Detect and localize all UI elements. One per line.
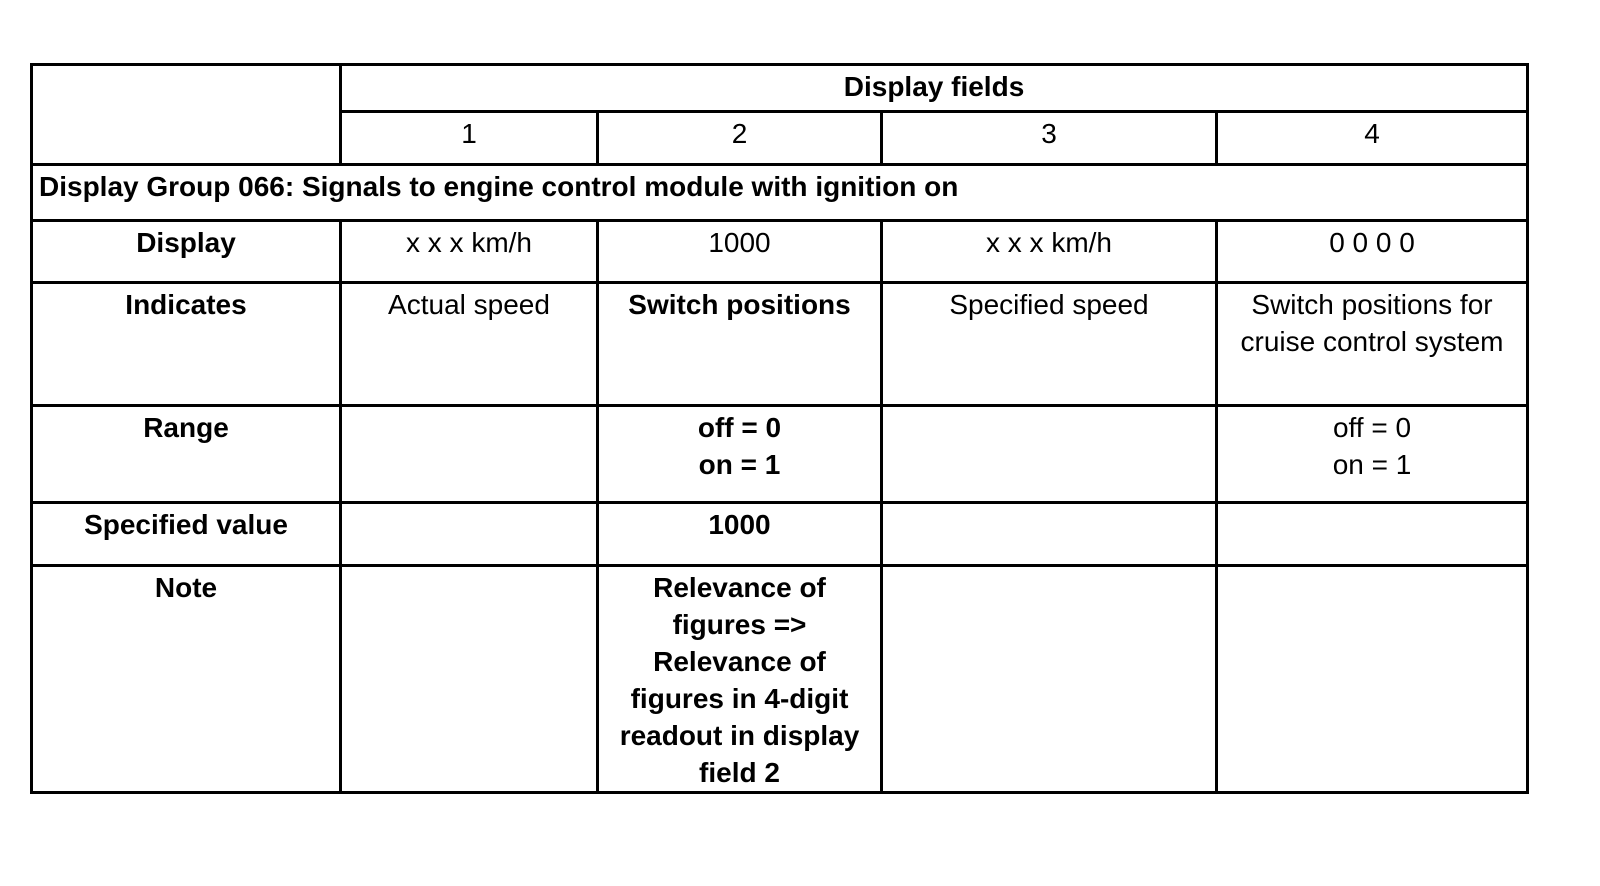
- display-field-3: x x x km/h: [882, 221, 1217, 283]
- group-title: Display Group 066: Signals to engine control module with ignition on: [32, 165, 1528, 221]
- note-field-2: [598, 566, 882, 793]
- note-field-3: [882, 566, 1217, 793]
- note-field-2-line: Relevance of: [653, 572, 826, 603]
- field-number-2: 2: [598, 112, 882, 165]
- row-label-indicates: Indicates: [32, 283, 341, 406]
- row-label-display: Display: [32, 221, 341, 283]
- specified-field-3: [882, 503, 1217, 566]
- note-field-2-line: field 2: [699, 757, 780, 788]
- range-field-4-line: off = 0: [1332, 412, 1412, 443]
- indicates-field-2: Switch positions: [598, 283, 882, 406]
- range-field-1: [341, 406, 598, 503]
- indicates-field-4: [1217, 283, 1528, 406]
- indicates-field-4-line: Switch positions for: [1251, 289, 1493, 320]
- group-title-row: [32, 165, 1528, 221]
- specified-field-4: [1217, 503, 1528, 566]
- note-field-1: [341, 566, 598, 793]
- row-label-note: Note: [32, 566, 341, 793]
- indicates-field-3: Specified speed: [882, 283, 1217, 406]
- display-fields-heading: Display fields: [341, 65, 1528, 112]
- note-field-2-line: Relevance of: [653, 646, 826, 677]
- range-field-4-line: on = 1: [1332, 449, 1412, 480]
- specified-field-1: [341, 503, 598, 566]
- range-field-2-line: on = 1: [698, 449, 781, 480]
- display-field-1: x x x km/h: [341, 221, 598, 283]
- range-field-2: [598, 406, 882, 503]
- display-group-table: [30, 63, 1529, 794]
- display-field-4: 0 0 0 0: [1217, 221, 1528, 283]
- display-field-2: 1000: [598, 221, 882, 283]
- header-corner-cell: [32, 65, 341, 165]
- table-row-indicates: [32, 283, 1528, 406]
- range-field-2-line: off = 0: [697, 412, 782, 443]
- row-label-specified-value: Specified value: [32, 503, 341, 566]
- note-field-4: [1217, 566, 1528, 793]
- indicates-field-4-line: cruise control system: [1240, 326, 1504, 357]
- table-row-range: [32, 406, 1528, 503]
- indicates-field-1: Actual speed: [341, 283, 598, 406]
- table-row-display: [32, 221, 1528, 283]
- table-row-note: [32, 566, 1528, 793]
- field-number-4: 4: [1217, 112, 1528, 165]
- table-row-specified-value: [32, 503, 1528, 566]
- field-number-1: 1: [341, 112, 598, 165]
- range-field-3: [882, 406, 1217, 503]
- range-field-4: [1217, 406, 1528, 503]
- note-field-2-line: figures =>: [672, 609, 807, 640]
- row-label-range: Range: [32, 406, 341, 503]
- specified-field-2: 1000: [598, 503, 882, 566]
- note-field-2-line: figures in 4-digit: [630, 683, 849, 714]
- note-field-2-line: readout in display: [619, 720, 860, 751]
- header-row-display-fields: [32, 65, 1528, 112]
- field-number-3: 3: [882, 112, 1217, 165]
